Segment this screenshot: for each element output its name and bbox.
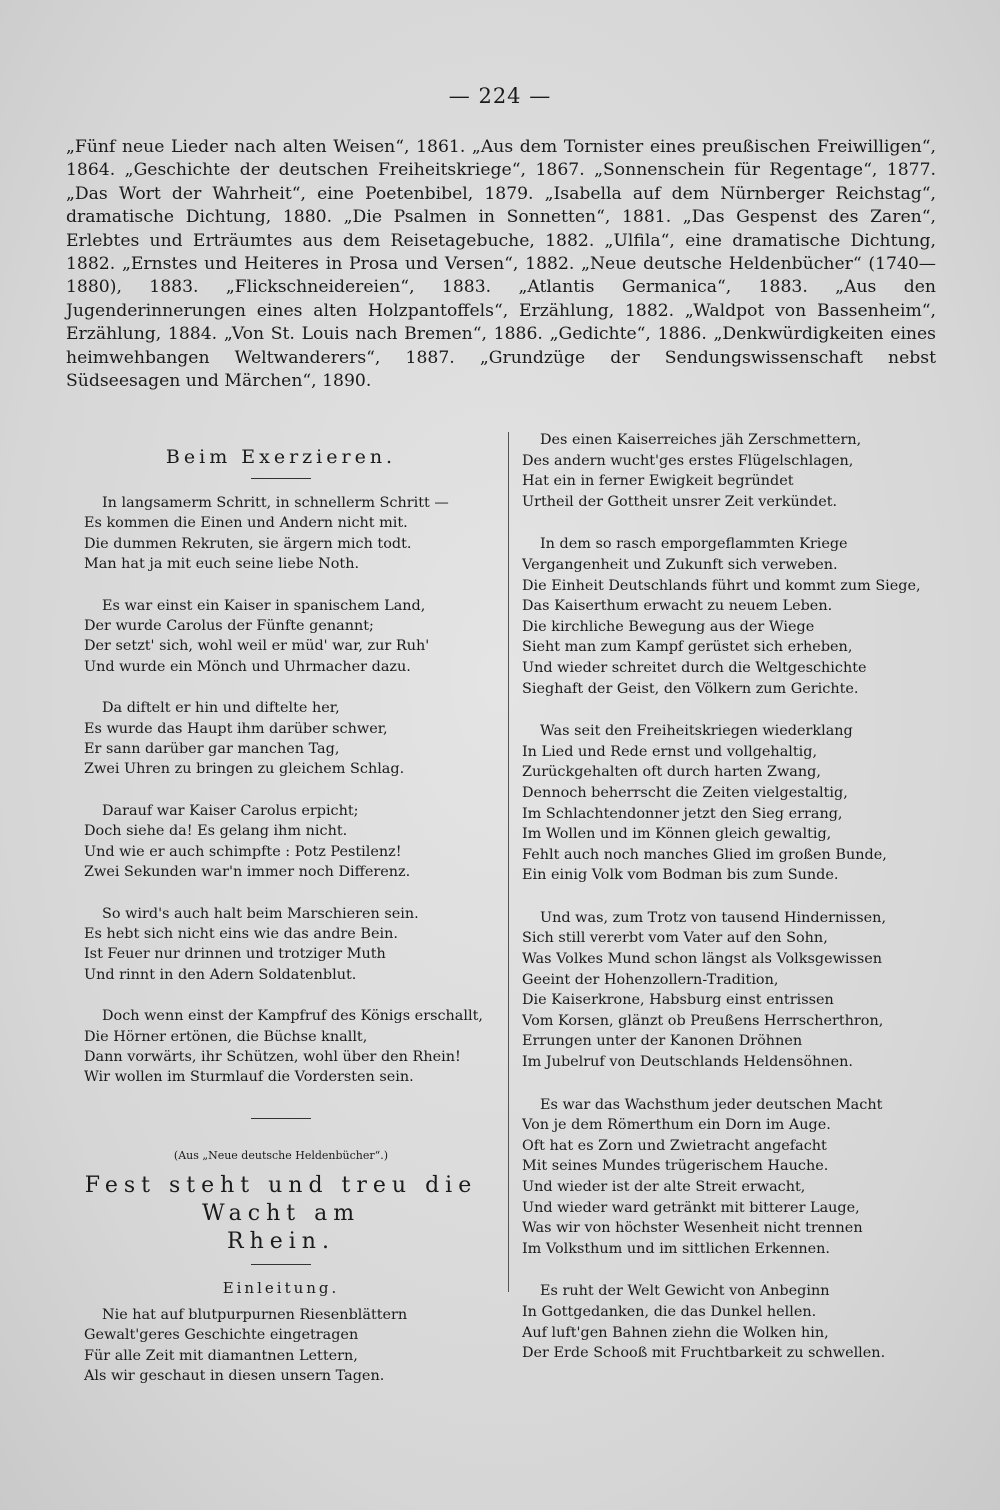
verse-line: Fehlt auch noch manches Glied im großen Bunde, — [522, 846, 887, 863]
poem-einleitung-continued — [522, 430, 962, 1364]
verse-line: Darauf war Kaiser Carolus erpicht; — [102, 802, 359, 819]
stanza — [66, 698, 496, 780]
verse-line: Doch siehe da! Es gelang ihm nicht. — [84, 823, 348, 840]
verse-line: In langsamerm Schritt, in schnellerm Schritt — — [102, 495, 449, 511]
verse-line: In Lied und Rede ernst und vollgehaltig, — [522, 743, 818, 760]
verse-line: Und rinnt in den Adern Soldatenblut. — [84, 966, 357, 983]
verse-line: Im Volksthum und im sittlichen Erkennen. — [522, 1240, 830, 1257]
verse-line: So wird's auch halt beim Marschieren sein. — [102, 905, 419, 922]
verse-line: Zwei Uhren zu bringen zu gleichem Schlag. — [84, 761, 405, 778]
stanza — [522, 908, 962, 1073]
verse-line: Vergangenheit und Zukunft sich verweben. — [522, 556, 838, 573]
verse-line: Was seit den Freiheitskriegen wiederklang — [540, 723, 853, 740]
stanza — [522, 1095, 962, 1260]
verse-line: Der setzt' sich, wohl weil er müd' war, zur Ruh' — [84, 638, 430, 655]
verse-line: Mit seines Mundes trügerischem Hauche. — [522, 1158, 829, 1175]
poem-subtitle: Einleitung. — [222, 1278, 340, 1297]
verse-line: Die Einheit Deutschlands führt und kommt zum Siege, — [522, 577, 921, 594]
verse-line: Auf luft'gen Bahnen ziehn die Wolken hin, — [522, 1324, 829, 1341]
verse-line: Sieghaft der Geist, den Völkern zum Gerichte. — [522, 680, 859, 697]
verse-line: Der wurde Carolus der Fünfte genannt; — [84, 618, 374, 635]
stanza — [522, 1281, 962, 1363]
verse-line: Es wurde das Haupt ihm darüber schwer, — [84, 720, 388, 737]
title-rule — [251, 478, 311, 479]
verse-line: Da diftelt er hin und diftelte her, — [102, 700, 340, 717]
verse-line: Im Wollen und im Können gleich gewaltig, — [522, 826, 832, 843]
verse-line: Man hat ja mit euch seine liebe Noth. — [84, 556, 360, 573]
verse-line: Es ruht der Welt Gewicht von Anbeginn — [540, 1283, 830, 1300]
verse-line: Und wieder ist der alte Streit erwacht, — [522, 1179, 806, 1195]
verse-line: Für alle Zeit mit diamantnen Lettern, — [84, 1347, 358, 1364]
stanza — [522, 721, 962, 886]
verse-line: Es war das Wachsthum jeder deutschen Macht — [540, 1096, 883, 1113]
verse-line: In dem so rasch emporgeflammten Kriege — [540, 536, 848, 553]
verse-line: Doch wenn einst der Kampfruf des Königs erschallt, — [102, 1008, 483, 1025]
right-column — [522, 430, 962, 1386]
verse-line: Und wieder ward getränkt mit bitterer Lauge, — [522, 1199, 860, 1216]
poem-title-line-2: Rhein. — [227, 1228, 335, 1254]
verse-line: Die Kaiserkrone, Habsburg einst entrissen — [522, 992, 834, 1009]
verse-line: Und wie er auch schimpfte : Potz Pestilenz! — [84, 843, 402, 860]
verse-line: Er sann darüber gar manchen Tag, — [84, 741, 340, 758]
verse-line: Was wir von höchster Wesenheit nicht trennen — [522, 1220, 863, 1237]
verse-line: Oft hat es Zorn und Zwietracht angefacht — [522, 1137, 827, 1154]
verse-line: Dennoch beherrscht die Zeiten vielgestaltig, — [522, 784, 848, 801]
verse-line: Zurückgehalten oft durch harten Zwang, — [522, 764, 821, 781]
verse-line: Des einen Kaiserreiches jäh Zerschmettern, — [540, 432, 862, 448]
poem-title-beim-exerzieren: Beim Exerzieren. — [165, 446, 397, 468]
verse-line: Es war einst ein Kaiser in spanischem Land, — [102, 597, 426, 614]
verse-line: Als wir geschaut in diesen unsern Tagen. — [84, 1367, 385, 1384]
verse-line: Das Kaiserthum erwacht zu neuem Leben. — [522, 598, 833, 615]
verse-line: Wir wollen im Sturmlauf die Vordersten sein. — [84, 1069, 414, 1086]
verse-line: Zwei Sekunden war'n immer noch Differenz. — [84, 864, 411, 881]
verse-line: Gewalt'geres Geschichte eingetragen — [84, 1327, 359, 1344]
verse-line: Und was, zum Trotz von tausend Hindernissen, — [540, 909, 887, 926]
stanza — [66, 596, 496, 678]
left-column — [66, 446, 496, 1407]
verse-line: Vom Korsen, glänzt ob Preußens Herrscherthron, — [522, 1012, 884, 1029]
verse-line: Geeint der Hohenzollern-Tradition, — [522, 971, 779, 988]
verse-line: Ein einig Volk vom Bodman bis zum Sunde. — [522, 867, 839, 884]
source-note: (Aus „Neue deutsche Heldenbücher“.) — [173, 1148, 389, 1162]
verse-line: Der Erde Schooß mit Fruchtbarkeit zu schwellen. — [522, 1345, 886, 1362]
verse-line: Hat ein in ferner Ewigkeit begründet — [522, 473, 794, 490]
verse-line: Und wieder schreitet durch die Weltgeschichte — [522, 659, 867, 676]
stanza — [66, 801, 496, 883]
bibliography-paragraph — [66, 136, 936, 393]
bibliography-text: „Fünf neue Lieder nach alten Weisen“, 1861. „Aus dem Tornister eines preußischen Freiwilligen“, 1864. „Geschichte der deutschen Freiheitskriege“, 1867. „Sonnenschein für Regentage“, 1877. „Das Wort der Wahrheit“, eine Poetenbibel, 1879. „Isabella auf dem Nürnberger Reichstag“, dramatische Dichtung, 1880. „Die Psalmen in Sonnetten“, 1881. „Das Gespenst des Zaren“, Erlebtes und Erträumtes aus dem Reisetagebuche, 1882. „Ulfila“, eine dramatische Dichtung, 1882. „Ernstes und Heiteres in Prosa und Versen“, 1882. „Neue deutsche Heldenbücher“ (1740—1880), 1883. „Flickschneidereien“, 1883. „Atlantis Germanica“, 1883. „Aus den Jugenderinnerungen eines alten Holzpantoffels“, Erzählung, 1882. „Waldpot von Bassenheim“, Erzählung, 1884. „Von St. Louis nach Bremen“, 1886. „Gedichte“, 1886. „Denkwürdigkeiten eines heimwehbangen Weltwanderers“, 1887. „Grundzüge der Sendungswissenschaft nebst Südseesagen und Märchen“, 1890. — [66, 137, 936, 392]
poem-title-wacht-am-rhein — [66, 1172, 496, 1256]
stanza — [66, 493, 496, 575]
page-number: — 224 — — [448, 84, 552, 108]
verse-line: Dann vorwärts, ihr Schützen, wohl über den Rhein! — [84, 1048, 461, 1065]
verse-line: Im Jubelruf von Deutschlands Heldensöhnen. — [522, 1054, 854, 1071]
verse-line: Was Volkes Mund schon längst als Volksgewissen — [522, 951, 883, 968]
verse-line: Des andern wucht'ges erstes Flügelschlagen, — [522, 452, 854, 469]
verse-line: Die dummen Rekruten, sie ärgern mich todt. — [84, 535, 412, 552]
verse-line: Sich still vererbt vom Vater auf den Sohn, — [522, 930, 828, 947]
verse-line: Es kommen die Einen und Andern nicht mit. — [84, 515, 408, 532]
stanza — [66, 904, 496, 986]
stanza — [522, 534, 962, 699]
verse-line: Nie hat auf blutpurpurnen Riesenblättern — [102, 1306, 408, 1323]
verse-line: Ist Feuer nur drinnen und trotziger Muth — [84, 946, 386, 963]
verse-line: Sieht man zum Kampf gerüstet sich erheben, — [522, 639, 853, 656]
section-separator — [251, 1118, 311, 1119]
verse-line: Im Schlachtendonner jetzt den Sieg errang, — [522, 805, 843, 822]
stanza — [522, 430, 962, 512]
stanza — [66, 1006, 496, 1088]
verse-line: Und wurde ein Mönch und Uhrmacher dazu. — [84, 658, 411, 675]
poem-beim-exerzieren — [66, 493, 496, 1088]
poem-einleitung-start — [66, 1305, 496, 1387]
verse-line: Die Hörner ertönen, die Büchse knallt, — [84, 1028, 368, 1045]
verse-line: In Gottgedanken, die das Dunkel hellen. — [522, 1303, 817, 1320]
poem-title-line-1: Fest steht und treu die Wacht am — [84, 1172, 478, 1226]
stanza — [66, 1305, 496, 1387]
verse-line: Von je dem Römerthum ein Dorn im Auge. — [522, 1117, 831, 1134]
title-rule-2 — [251, 1264, 311, 1265]
verse-line: Urtheil der Gottheit unsrer Zeit verkündet. — [522, 493, 838, 510]
verse-line: Errungen unter der Kanonen Dröhnen — [522, 1033, 803, 1050]
column-divider — [508, 432, 509, 1292]
verse-line: Es hebt sich nicht eins wie das andre Bein. — [84, 925, 398, 942]
verse-line: Die kirchliche Bewegung aus der Wiege — [522, 618, 815, 635]
